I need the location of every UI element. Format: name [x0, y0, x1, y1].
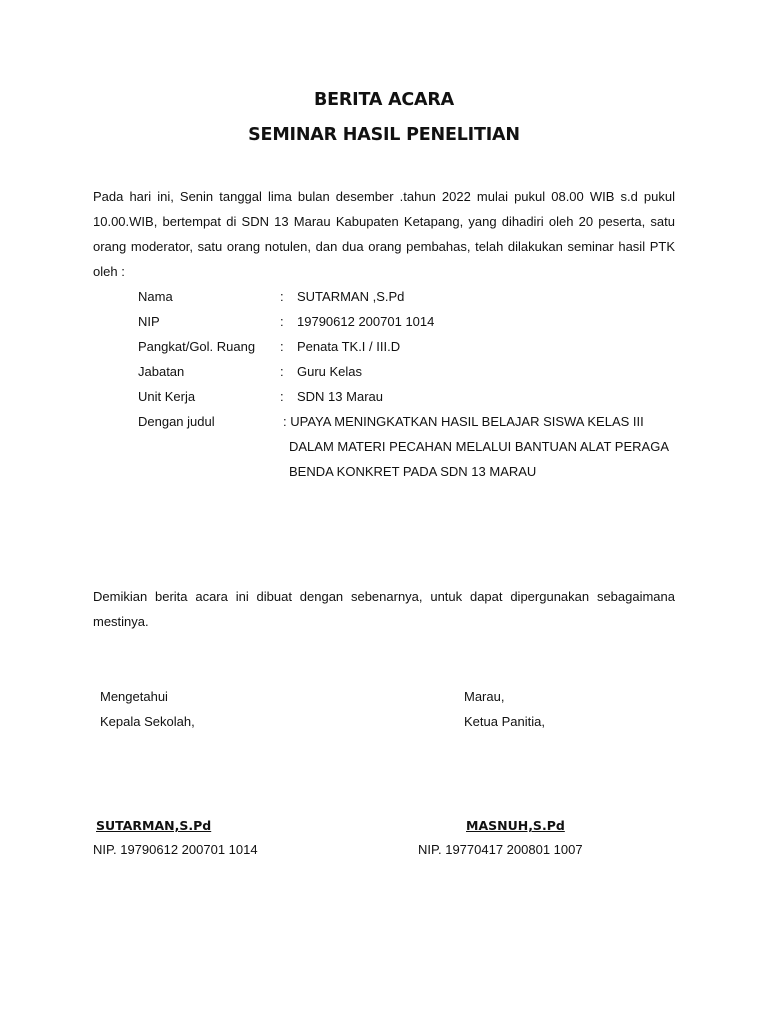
- field-label-judul: Dengan judul: [138, 414, 215, 429]
- field-colon: :: [280, 389, 284, 404]
- field-value-nip: 19790612 200701 1014: [297, 314, 435, 329]
- left-sign-line1: Mengetahui: [100, 689, 168, 704]
- right-sign-line2: Ketua Panitia,: [464, 714, 545, 729]
- field-colon: :: [280, 364, 284, 379]
- right-sign-line1: Marau,: [464, 689, 505, 704]
- field-label-nip: NIP: [138, 314, 160, 329]
- field-label-jabatan: Jabatan: [138, 364, 185, 379]
- intro-line: Pada hari ini, Senin tanggal lima bulan desember .tahun 2022 mulai pukul 08.00 WIB s.d pukul: [93, 189, 675, 204]
- left-signatory-nip: NIP. 19790612 200701 1014: [93, 842, 258, 857]
- field-value-unit-kerja: SDN 13 Marau: [297, 389, 383, 404]
- field-value-jabatan: Guru Kelas: [297, 364, 363, 379]
- left-signatory-name: SUTARMAN,S.Pd: [96, 818, 212, 833]
- intro-line: orang moderator, satu orang notulen, dan dua orang pembahas, telah dilakukan seminar hasil PTK: [93, 239, 675, 254]
- left-sign-line2: Kepala Sekolah,: [100, 714, 195, 729]
- right-signatory-nip: NIP. 19770417 200801 1007: [418, 842, 583, 857]
- intro-line: 10.00.WIB, bertempat di SDN 13 Marau Kabupaten Ketapang, yang dihadiri oleh 20 peserta, satu: [93, 214, 675, 229]
- intro-paragraph: [93, 184, 675, 284]
- judul-line: BENDA KONKRET PADA SDN 13 MARAU: [289, 464, 537, 479]
- field-label-unit-kerja: Unit Kerja: [138, 389, 196, 404]
- field-colon: :: [280, 314, 284, 329]
- field-colon: :: [280, 339, 284, 354]
- field-value-pangkat: Penata TK.I / III.D: [297, 339, 401, 354]
- judul-line: : UPAYA MENINGKATKAN HASIL BELAJAR SISWA KELAS III: [283, 414, 644, 429]
- field-label-pangkat: Pangkat/Gol. Ruang: [138, 339, 256, 354]
- closing-line: Demikian berita acara ini dibuat dengan sebenarnya, untuk dapat dipergunakan sebagaimana: [93, 589, 675, 604]
- document-subtitle: SEMINAR HASIL PENELITIAN: [248, 125, 520, 145]
- document-title: BERITA ACARA: [313, 90, 455, 110]
- field-value-nama: SUTARMAN ,S.Pd: [297, 289, 405, 304]
- right-signatory-name: MASNUH,S.Pd: [466, 818, 565, 833]
- intro-line: oleh :: [93, 264, 125, 279]
- closing-paragraph: [93, 584, 675, 634]
- field-label-nama: Nama: [138, 289, 173, 304]
- closing-line: mestinya.: [93, 614, 149, 629]
- judul-line: DALAM MATERI PECAHAN MELALUI BANTUAN ALAT PERAGA: [289, 439, 669, 454]
- field-colon: :: [280, 289, 284, 304]
